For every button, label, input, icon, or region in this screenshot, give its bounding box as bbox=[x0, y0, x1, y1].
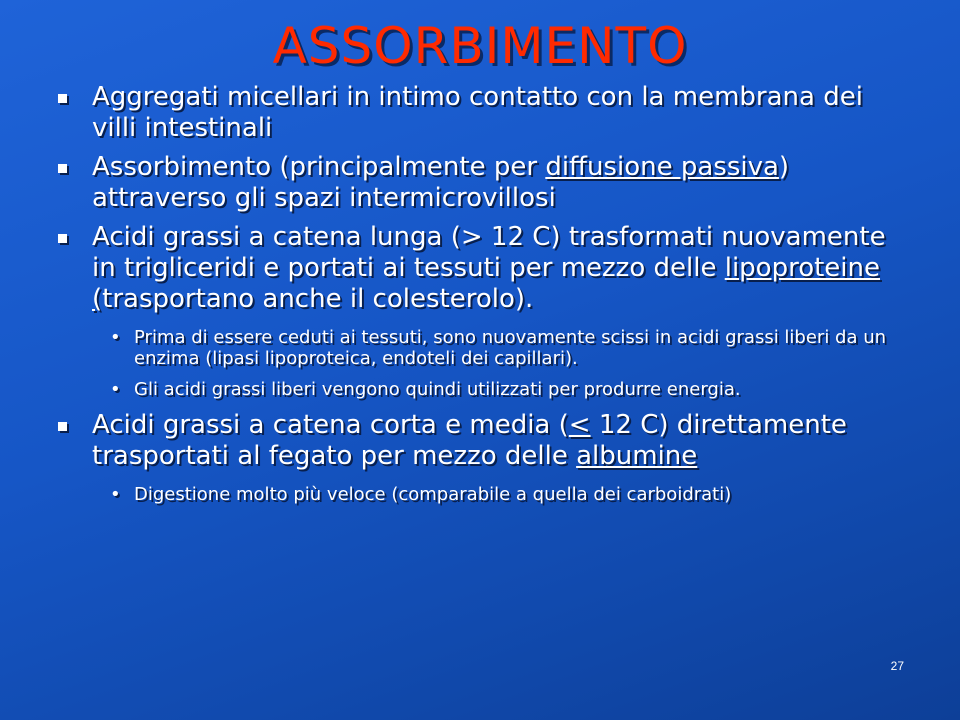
sub-bullet-item bbox=[92, 379, 906, 400]
bullet-text: Acidi grassi a catena lunga (> 12 C) trasformati nuovamente in trigliceridi e portati ai tessuti per mezzo delle bbox=[92, 222, 886, 283]
underlined-term: lipoproteine ( bbox=[92, 253, 880, 314]
sub-bullet-text: Gli acidi grassi liberi vengono quindi utilizzati per produrre energia. bbox=[134, 379, 741, 400]
sub-bullet-item bbox=[92, 484, 906, 505]
bullet-text: Assorbimento (principalmente per bbox=[92, 152, 546, 182]
square-bullet-icon bbox=[58, 422, 67, 431]
sub-bullet-text: Prima di essere ceduti ai tessuti, sono nuovamente scissi in acidi grassi liberi da un enzima (lipasi lipoproteica, endoteli dei capillari). bbox=[134, 327, 887, 369]
sub-bullet-item bbox=[92, 327, 906, 369]
bullet-text: 12 C) direttamente trasportati al fegato per mezzo delle bbox=[92, 410, 847, 471]
underlined-term: albumine bbox=[576, 441, 698, 471]
bullet-item bbox=[56, 152, 906, 214]
underlined-term: < bbox=[568, 410, 591, 440]
page-number: 27 bbox=[890, 659, 904, 673]
dot-bullet-icon: • bbox=[110, 484, 121, 505]
bullet-text: trasportano anche il colesterolo). bbox=[102, 284, 534, 314]
square-bullet-icon bbox=[58, 234, 67, 243]
bullet-list bbox=[56, 82, 906, 515]
slide-title: ASSORBIMENTO bbox=[272, 17, 688, 75]
square-bullet-icon bbox=[58, 94, 67, 103]
dot-bullet-icon: • bbox=[110, 379, 121, 400]
bullet-item bbox=[56, 410, 906, 505]
bullet-text: Acidi grassi a catena corta e media ( bbox=[92, 410, 569, 440]
sub-bullet-list bbox=[92, 484, 906, 505]
bullet-text: ) attraverso gli spazi intermicrovillosi bbox=[92, 152, 790, 213]
bullet-item bbox=[56, 82, 906, 144]
sub-bullet-list bbox=[92, 327, 906, 400]
square-bullet-icon bbox=[58, 164, 67, 173]
underlined-term: diffusione passiva bbox=[545, 152, 779, 182]
bullet-text: Aggregati micellari in intimo contatto con la membrana dei villi intestinali bbox=[92, 82, 863, 143]
sub-bullet-text: Digestione molto più veloce (comparabile a quella dei carboidrati) bbox=[134, 484, 732, 505]
bullet-item bbox=[56, 222, 906, 400]
dot-bullet-icon: • bbox=[110, 327, 121, 348]
